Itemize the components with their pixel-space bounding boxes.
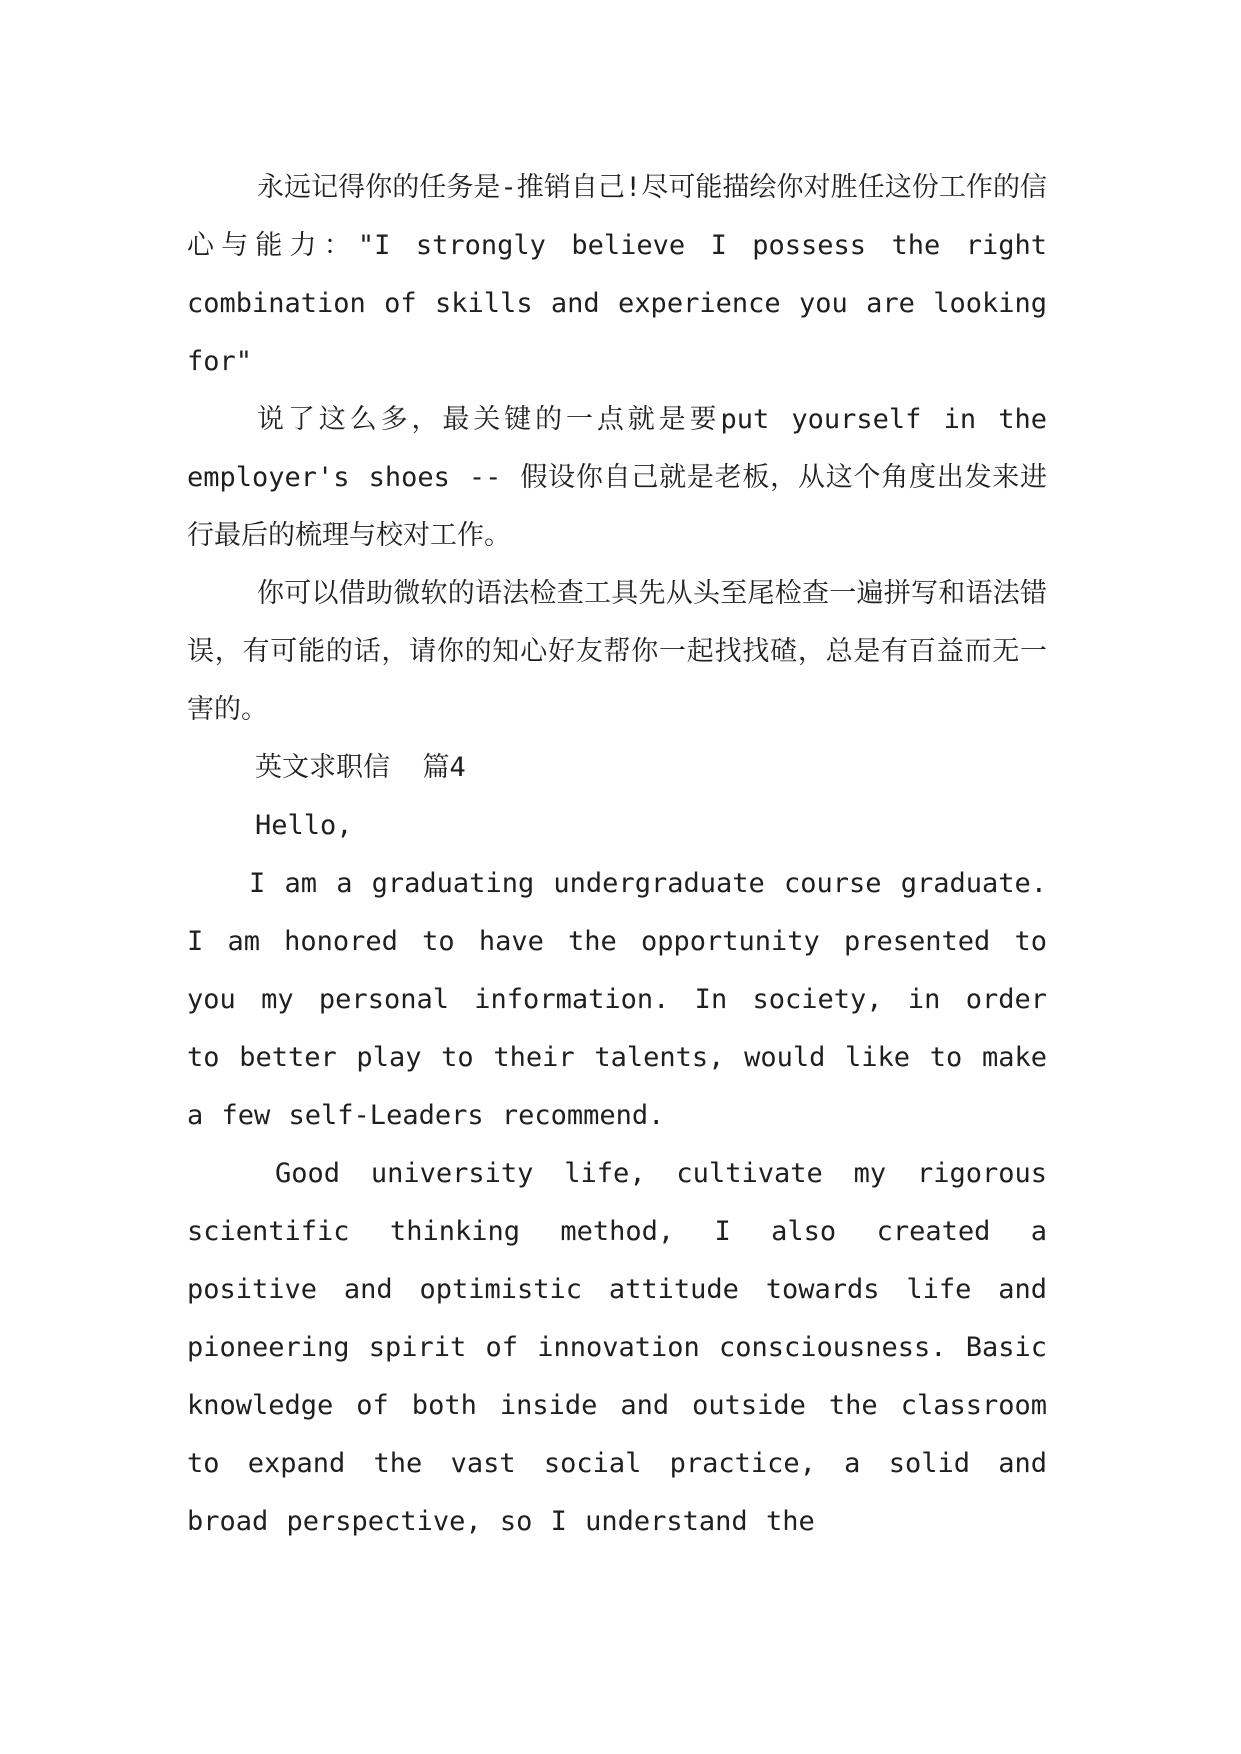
paragraph-university-life: Good university life, cultivate my rigorous scientific thinking method, I also created a positive and optimistic attitude towards life and pioneering spirit of innovation consciousness. Basic knowledge of both inside and outside the classroom to expand the vast social practice, a solid and broad perspective, so I understand the <box>187 1158 1047 1537</box>
document-body <box>187 159 1047 1551</box>
paragraph-self-promotion: 永远记得你的任务是-推销自己!尽可能描绘你对胜任这份工作的信心与能力："I strongly believe I possess the right combination of skills and experience you are looking for" <box>187 172 1047 377</box>
paragraph-employer-perspective: 说了这么多，最关键的一点就是要put yourself in the employer's shoes -- 假设你自己就是老板，从这个角度出发来进行最后的梳理与校对工作。 <box>187 404 1047 551</box>
paragraph-grammar-check: 你可以借助微软的语法检查工具先从头至尾检查一遍拼写和语法错误，有可能的话，请你的知心好友帮你一起找找碴，总是有百益而无一害的。 <box>187 578 1047 725</box>
greeting-line: Hello, <box>255 810 353 841</box>
section-heading: 英文求职信 篇4 <box>255 752 466 783</box>
paragraph-introduction: I am a graduating undergraduate course graduate. I am honored to have the opportunity presented to you my personal information. In society, in order to better play to their talents, would like to make a few self-Leaders recommend. <box>187 868 1047 1131</box>
